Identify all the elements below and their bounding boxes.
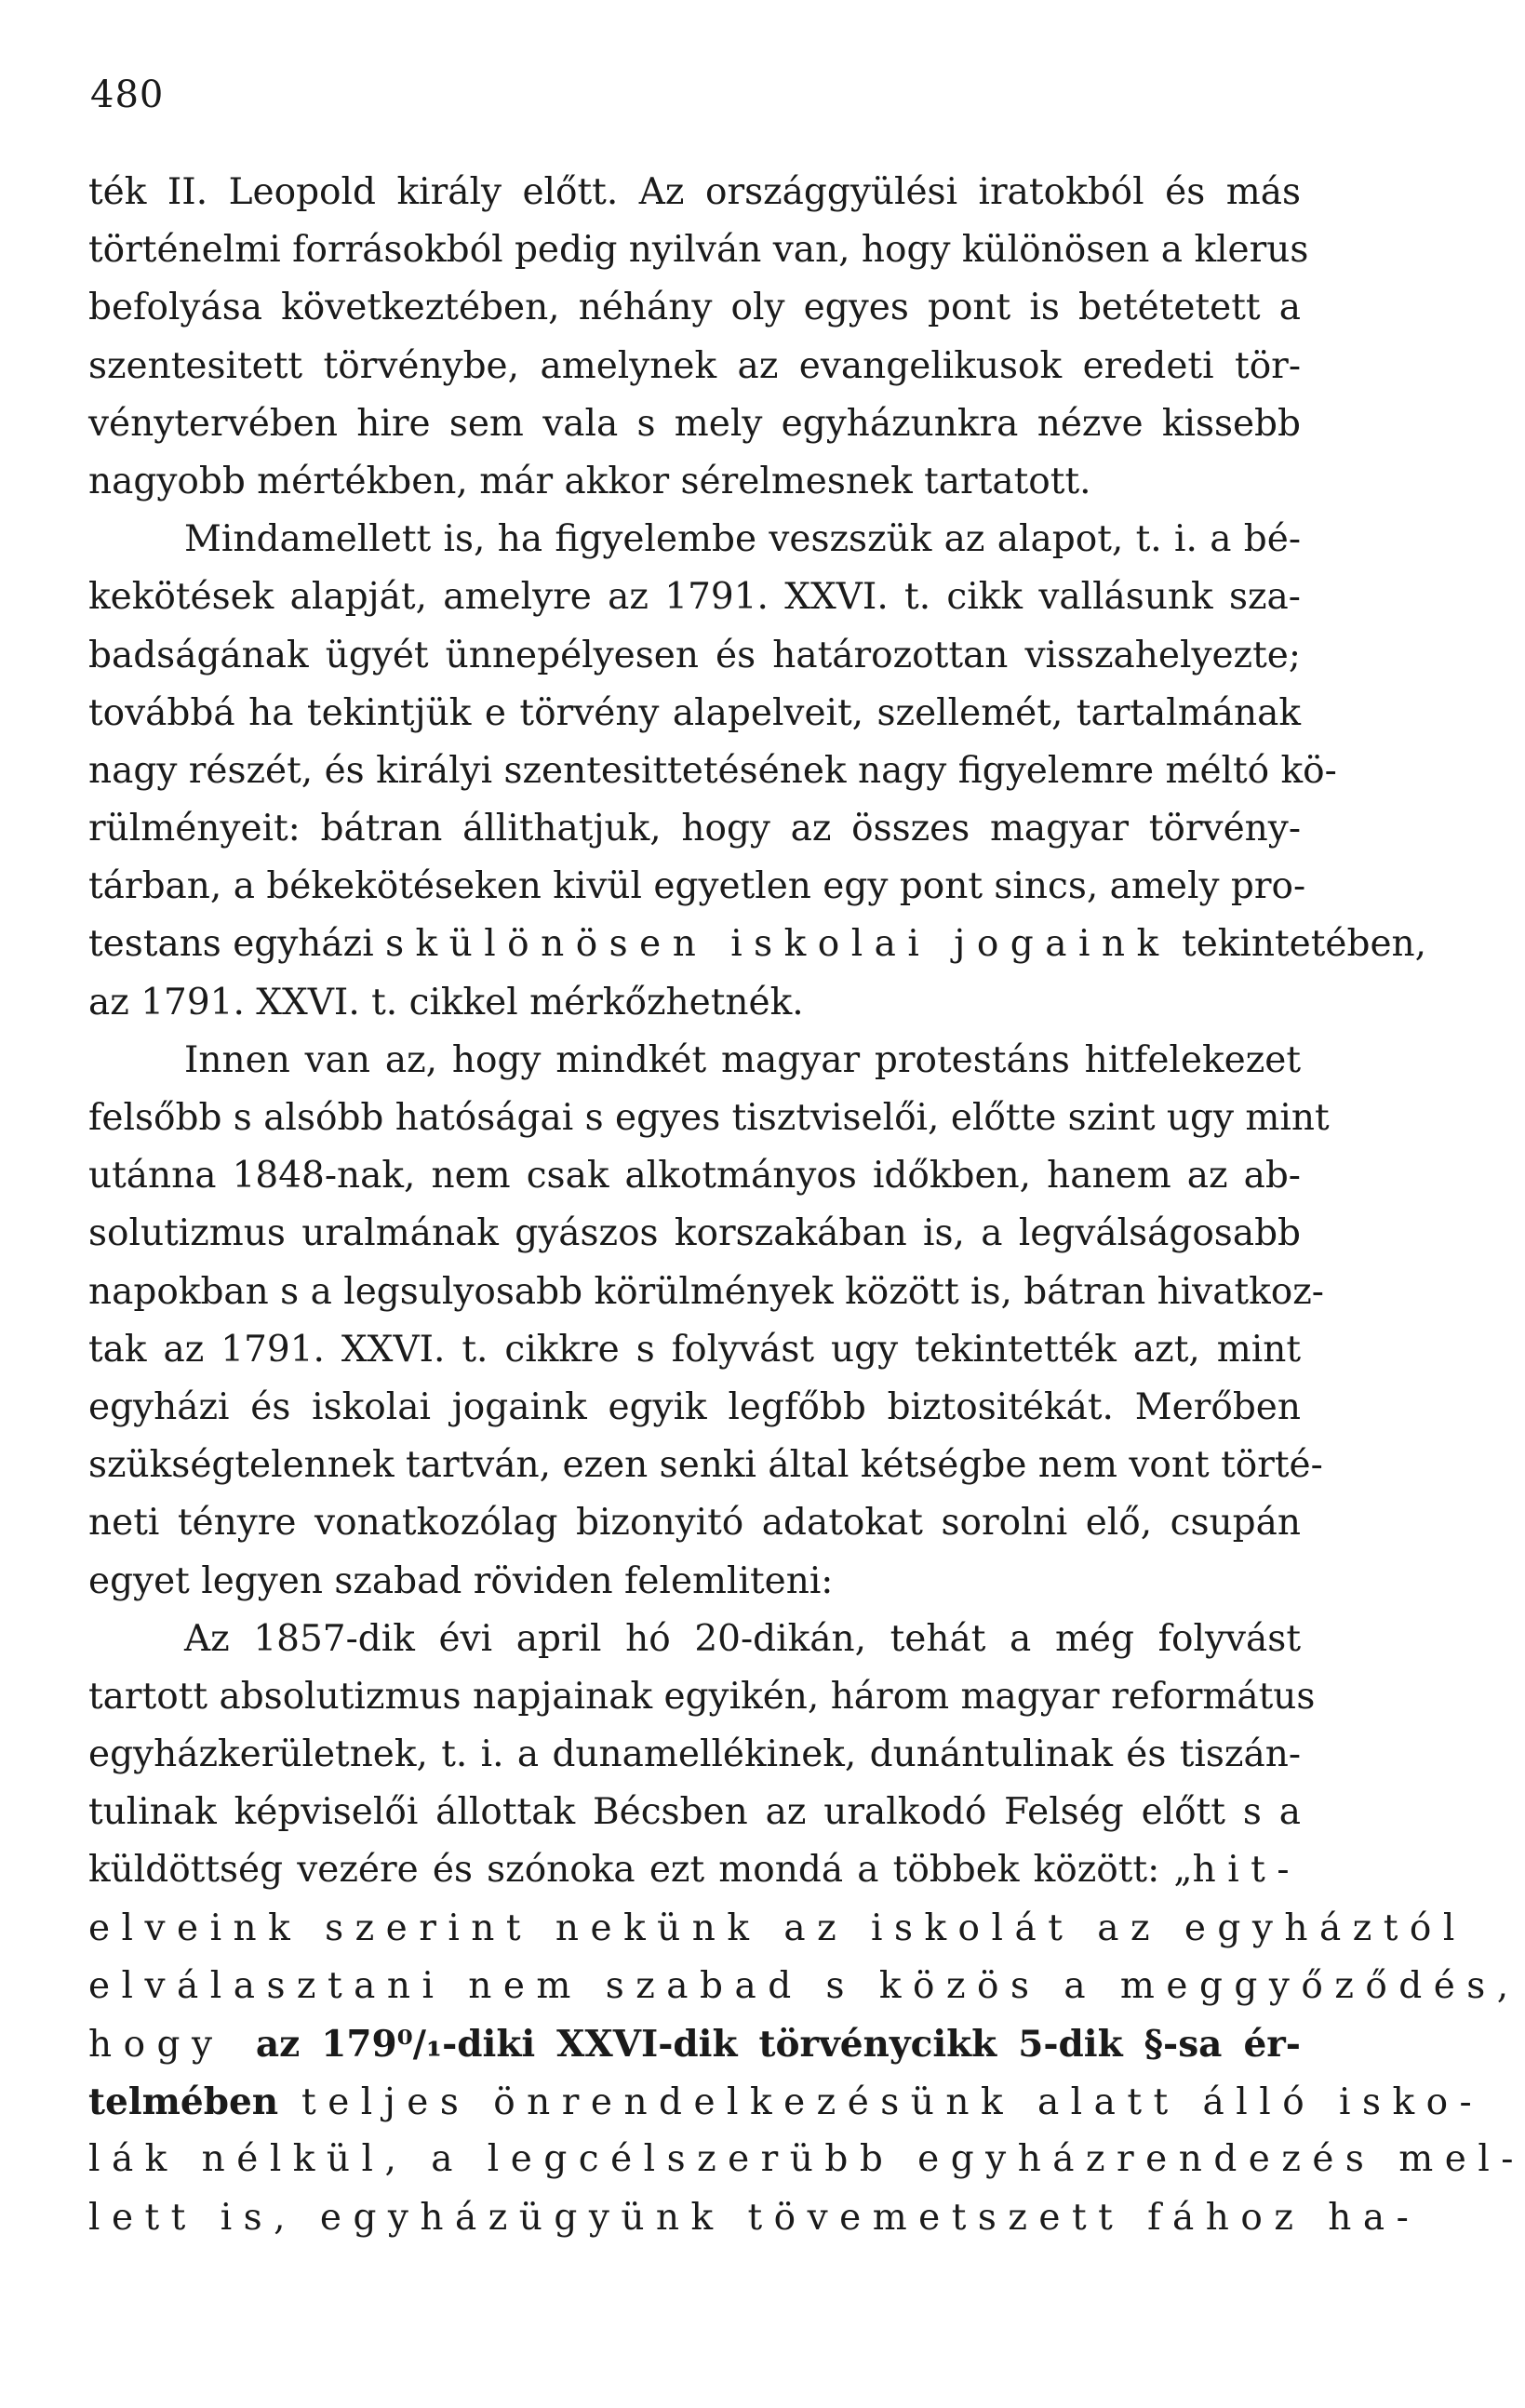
text-line xyxy=(88,221,1309,279)
text-run: történelmi forrásokból pedig nyilván van, hogy különösen a klerus xyxy=(88,229,1309,272)
text-run: egyet legyen szabad röviden felemliteni: xyxy=(88,1559,834,1602)
bold-text: az 179⁰/₁-diki XXVI-dik törvénycikk 5-dik §-sa ér- xyxy=(255,2023,1301,2066)
text-run: szükségtelennek tartván, ezen senki által kétségbe nem vont törté- xyxy=(88,1444,1323,1487)
text-line xyxy=(88,338,1301,395)
text-line xyxy=(88,1205,1301,1263)
text-line xyxy=(88,1147,1301,1205)
text-run: Mindamellett is, ha figyelembe veszszük az alapot, t. i. a bé- xyxy=(184,518,1301,561)
text-run: Az 1857-dik évi april hó 20-dikán, tehát a még folyvást xyxy=(184,1617,1301,1660)
text-run: küldöttség vezére és szónoka ezt mondá a többek között: „ xyxy=(88,1849,1193,1892)
text-run: továbbá ha tekintjük e törvény alapelveit, szellemét, tartalmának xyxy=(88,691,1301,734)
text-line xyxy=(88,511,1301,569)
text-line xyxy=(88,2189,1421,2247)
text-line xyxy=(88,1321,1301,1379)
text-line xyxy=(88,2015,1301,2073)
text-line xyxy=(88,1553,1301,1611)
text-run: rülményeit: bátran állithatjuk, hogy az összes magyar törvény- xyxy=(88,808,1301,850)
spaced-text: elválasztani nem szabad s közös a meggyőződés, xyxy=(88,1964,1520,2007)
text-line xyxy=(88,2073,1484,2131)
text-line xyxy=(88,1611,1301,1668)
text-run: ték II. Leopold király előtt. Az országgyülési iratokból és más xyxy=(88,171,1301,213)
text-line xyxy=(88,1841,1301,1899)
text-line xyxy=(88,1437,1323,1494)
spaced-text: lák nélkül, a legcélszerübb egyházrendezés mel- xyxy=(88,2138,1525,2181)
text-line xyxy=(88,916,1427,973)
text-run: nagyobb mértékben, már akkor sérelmesnek tartatott. xyxy=(88,460,1091,502)
spaced-text: teljes önrendelkezésünk alatt álló isko- xyxy=(278,2081,1484,2124)
text-line xyxy=(88,974,1301,1032)
text-run: solutizmus uralmának gyászos korszakában is, a legválságosabb xyxy=(88,1212,1301,1255)
text-run: Innen van az, hogy mindkét magyar protestáns hitfelekezet xyxy=(184,1038,1301,1081)
text-run: befolyása következtében, néhány oly egyes pont is betétetett a xyxy=(88,287,1301,329)
text-line xyxy=(88,1032,1301,1090)
text-line xyxy=(88,164,1301,221)
text-run: egyházi és iskolai jogaink egyik legfőbb biztositékát. Merőben xyxy=(88,1385,1301,1428)
spaced-text: hit- xyxy=(1192,1849,1301,1892)
text-run: kekötések alapját, amelyre az 1791. XXVI. t. cikk vallásunk sza- xyxy=(88,576,1301,619)
text-line xyxy=(88,1494,1301,1552)
text-line xyxy=(88,279,1301,337)
text-line xyxy=(88,453,1301,511)
text-line xyxy=(88,1668,1316,1726)
text-run: tárban, a békekötéseken kivül egyetlen egy pont sincs, amely pro- xyxy=(88,865,1306,908)
text-run: utánna 1848-nak, nem csak alkotmányos időkben, hanem az ab- xyxy=(88,1155,1301,1197)
text-line xyxy=(88,800,1301,858)
spaced-text: lett is, egyházügyünk tövemetszett fához ha- xyxy=(88,2196,1421,2239)
text-run: napokban s a legsulyosabb körülmények között is, bátran hivatkoz- xyxy=(88,1270,1324,1313)
text-line xyxy=(88,1090,1330,1147)
text-run: tak az 1791. XXVI. t. cikkre s folyvást ugy tekintették azt, mint xyxy=(88,1328,1301,1371)
text-run: tulinak képviselői állottak Bécsben az uralkodó Felség előtt s a xyxy=(88,1791,1301,1834)
text-line xyxy=(88,627,1301,685)
text-run: tekintetében, xyxy=(1170,923,1427,966)
text-run: nagy részét, és királyi szentesittetésének nagy figyelemre méltó kö- xyxy=(88,749,1337,792)
text-line xyxy=(88,1379,1301,1437)
text-run: badságának ügyét ünnepélyesen és határozottan visszahelyezte; xyxy=(88,634,1301,676)
text-run: testans egyházi s xyxy=(88,923,416,966)
text-line xyxy=(88,858,1306,916)
text-line xyxy=(88,1900,1466,1958)
text-run: szentesitett törvénybe, amelynek az evangelikusok eredeti tör- xyxy=(88,344,1301,387)
spaced-text: hogy xyxy=(88,2024,256,2066)
spaced-text: különösen iskolai jogaink xyxy=(415,923,1171,966)
text-line xyxy=(88,2131,1525,2188)
text-line xyxy=(88,569,1301,626)
text-line xyxy=(88,1726,1301,1784)
text-line xyxy=(88,1958,1520,2015)
text-run: tartott absolutizmus napjainak egyikén, három magyar református xyxy=(88,1675,1316,1718)
page-number: 480 xyxy=(90,74,165,116)
text-run: felsőbb s alsóbb hatóságai s egyes tisztviselői, előtte szint ugy mint xyxy=(88,1097,1330,1139)
text-run: az 1791. XXVI. t. cikkel mérkőzhetnék. xyxy=(88,981,804,1023)
text-line xyxy=(88,685,1301,742)
text-line xyxy=(88,395,1301,453)
text-run: egyházkerületnek, t. i. a dunamellékinek, dunántulinak és tiszán- xyxy=(88,1733,1301,1776)
text-line xyxy=(88,1264,1324,1321)
bold-text: telmében xyxy=(88,2080,279,2124)
text-run: neti tényre vonatkozólag bizonyitó adatokat sorolni elő, csupán xyxy=(88,1502,1301,1545)
spaced-text: elveink szerint nekünk az iskolát az egyháztól xyxy=(88,1906,1466,1949)
text-line xyxy=(88,1784,1301,1841)
body-text xyxy=(88,164,1525,2247)
text-line xyxy=(88,742,1337,800)
text-run: vénytervében hire sem vala s mely egyházunkra nézve kissebb xyxy=(88,402,1301,445)
